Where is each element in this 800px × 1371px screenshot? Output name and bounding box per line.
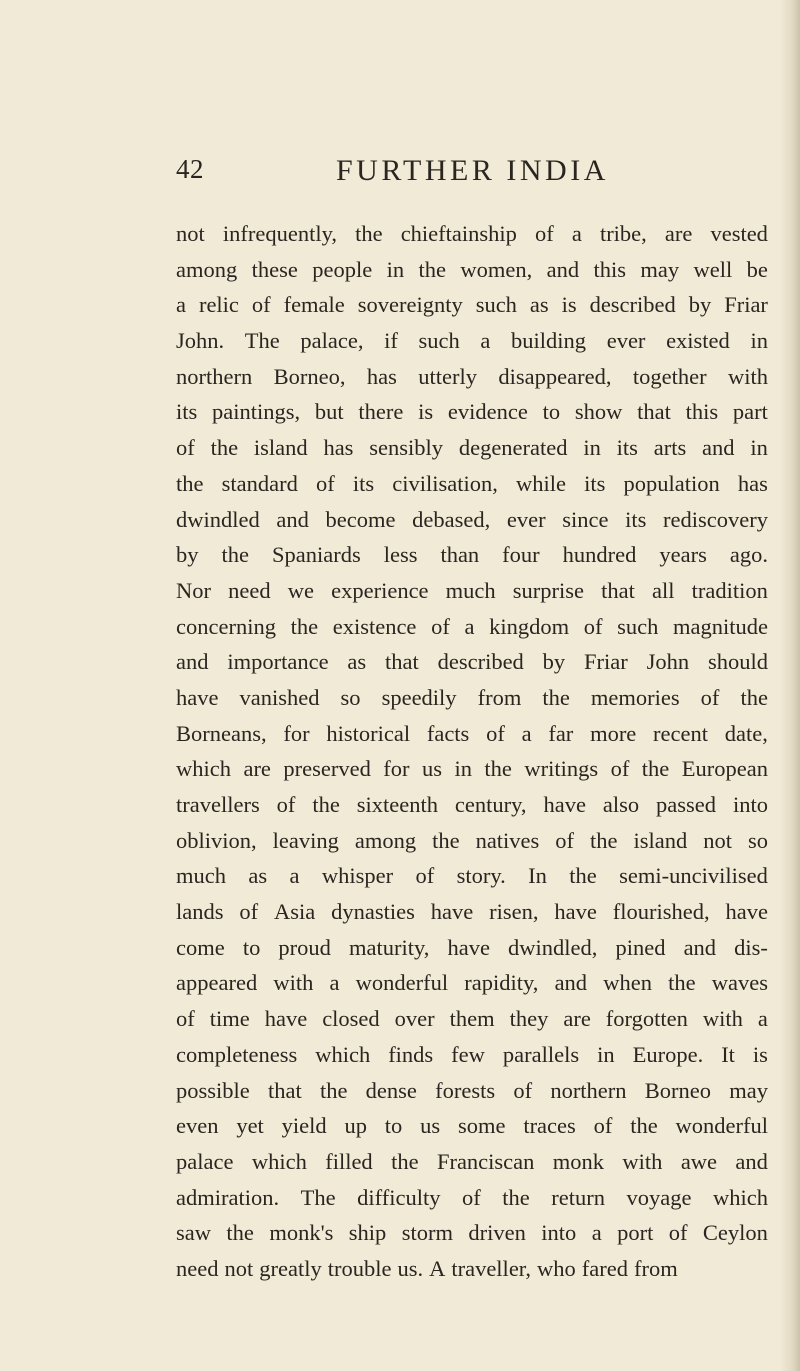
text-line: come to proud maturity, have dwindled, pined and dis- [176,934,768,960]
text-line: not infrequently, the chieftainship of a tribe, are vested [176,221,768,246]
body-text [176,216,768,1287]
text-line: its paintings, but there is evidence to show that this part [176,399,768,425]
text-line: dwindled and become debased, ever since its rediscovery [176,506,768,532]
text-line: the standard of its civilisation, while its population has [176,470,768,496]
text-line: need not greatly trouble us. A traveller, who fared from [176,1255,678,1281]
text-line: travellers of the sixteenth century, have also passed into [176,792,768,817]
text-line: Nor need we experience much surprise that all tradition [176,577,768,603]
text-line: concerning the existence of a kingdom of such magnitude [176,613,768,639]
text-line: of the island has sensibly degenerated in its arts and in [176,435,768,461]
text-line: among these people in the women, and this may well be [176,256,768,282]
text-line: northern Borneo, has utterly disappeared, together with [176,363,768,389]
text-line: John. The palace, if such a building ever existed in [176,328,768,354]
text-line: even yet yield up to us some traces of the wonderful [176,1113,768,1139]
text-line: much as a whisper of story. In the semi-uncivilised [176,863,768,889]
text-line: have vanished so speedily from the memories of the [176,684,768,710]
text-line: oblivion, leaving among the natives of the island not so [176,827,768,853]
text-line: which are preserved for us in the writings of the European [176,756,768,782]
text-line: completeness which finds few parallels in Europe. It is [176,1041,768,1067]
text-line: lands of Asia dynasties have risen, have flourished, have [176,899,768,925]
page-header [176,154,696,194]
text-line: Borneans, for historical facts of a far more recent date, [176,720,768,746]
text-line: by the Spaniards less than four hundred years ago. [176,542,768,568]
running-title: FURTHER INDIA [336,154,609,187]
text-line: and importance as that described by Friar John should [176,649,768,675]
text-line: admiration. The difficulty of the return voyage which [176,1184,768,1210]
text-line: possible that the dense forests of northern Borneo may [176,1077,768,1103]
text-line: saw the monk's ship storm driven into a port of Ceylon [176,1220,768,1246]
text-line: appeared with a wonderful rapidity, and when the waves [176,970,768,996]
text-line: of time have closed over them they are forgotten with a [176,1006,768,1032]
text-line: a relic of female sovereignty such as is described by Friar [176,292,768,318]
page-number: 42 [176,154,204,184]
text-line: palace which filled the Franciscan monk with awe and [176,1148,768,1174]
